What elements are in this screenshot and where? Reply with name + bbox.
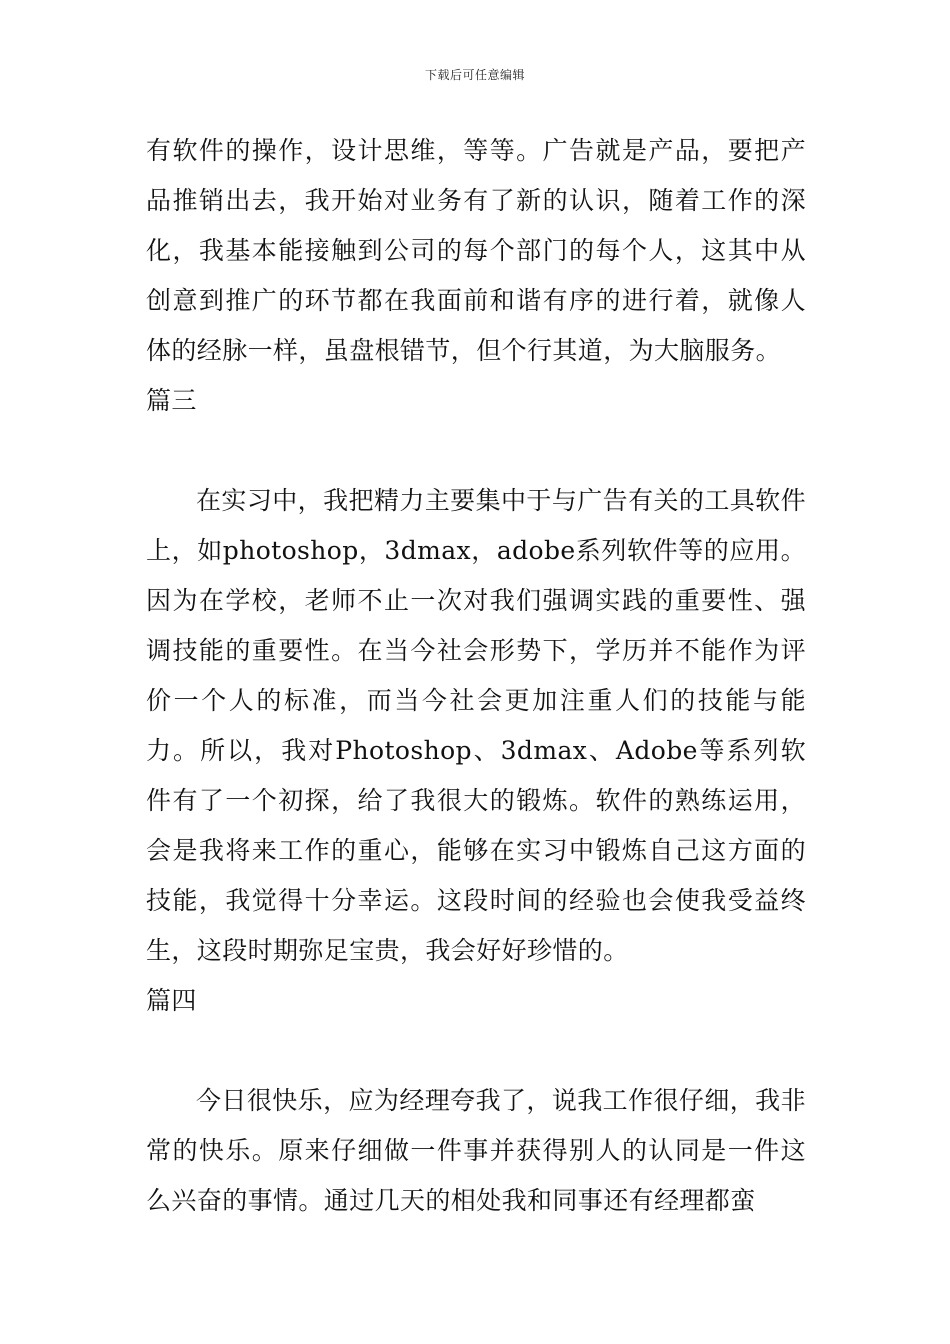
blank-line: [146, 426, 806, 476]
blank-line: [146, 1026, 806, 1076]
section-heading-3: 篇三: [146, 386, 197, 415]
paragraph-section-4: 今日很快乐，应为经理夸我了，说我工作很仔细，我非常的快乐。原来仔细做一件事并获得别人的认同是一件这么兴奋的事情。通过几天的相处我和同事还有经理都蛮: [146, 1086, 806, 1215]
document-body: [146, 126, 806, 1226]
paragraph-section-3: 在实习中，我把精力主要集中于与广告有关的工具软件上，如photoshop，3dmax，adobe系列软件等的应用。因为在学校，老师不止一次对我们强调实践的重要性、强调技能的重要性。在当今社会形势下，学历并不能作为评价一个人的标准，而当今社会更加注重人们的技能与能力。所以，我对Photoshop、3dmax、Adobe等系列软件有了一个初探，给了我很大的锻炼。软件的熟练运用，会是我将来工作的重心，能够在实习中锻炼自己这方面的技能，我觉得十分幸运。这段时间的经验也会使我受益终生，这段时期弥足宝贵，我会好好珍惜的。: [146, 486, 806, 965]
paragraph-continuation: 有软件的操作，设计思维，等等。广告就是产品，要把产品推销出去，我开始对业务有了新的认识，随着工作的深化，我基本能接触到公司的每个部门的每个人，这其中从创意到推广的环节都在我面前和谐有序的进行着，就像人体的经脉一样，虽盘根错节，但个行其道，为大脑服务。: [146, 136, 806, 365]
page-header: 下载后可任意编辑: [424, 68, 525, 82]
section-heading-4: 篇四: [146, 986, 197, 1015]
